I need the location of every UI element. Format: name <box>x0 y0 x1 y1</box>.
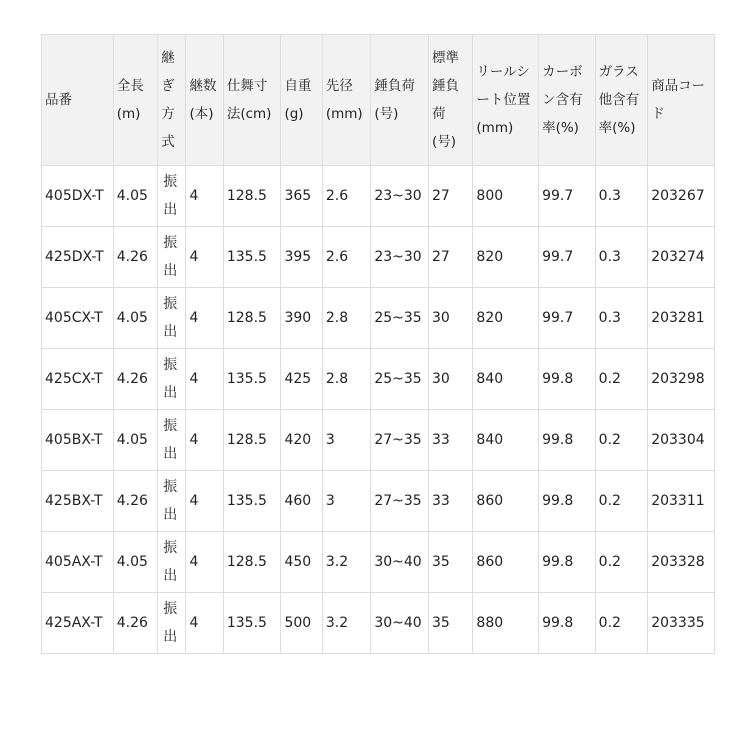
cell-standard-sinker-load: 30 <box>428 288 472 349</box>
cell-total-length: 4.05 <box>113 410 157 471</box>
cell-total-length: 4.05 <box>113 288 157 349</box>
cell-weight: 365 <box>281 166 322 227</box>
header-cell-closed-length: 仕舞寸法(cm) <box>223 35 281 166</box>
cell-closed-length: 128.5 <box>223 288 281 349</box>
cell-sections: 4 <box>186 288 223 349</box>
cell-total-length: 4.26 <box>113 349 157 410</box>
cell-carbon-content: 99.7 <box>539 166 596 227</box>
table-row <box>42 166 715 227</box>
cell-carbon-content: 99.8 <box>539 410 596 471</box>
header-cell-reel-seat-position: リールシート位置(mm) <box>473 35 539 166</box>
cell-total-length: 4.05 <box>113 532 157 593</box>
cell-product-code: 203328 <box>648 532 715 593</box>
cell-sinker-load: 25~35 <box>371 288 429 349</box>
cell-product-code: 203298 <box>648 349 715 410</box>
cell-glass-content: 0.3 <box>595 227 648 288</box>
cell-tip-diameter: 2.8 <box>322 349 371 410</box>
cell-joint-type: 振出 <box>158 471 186 532</box>
cell-product-number: 425DX-T <box>42 227 114 288</box>
cell-weight: 450 <box>281 532 322 593</box>
cell-carbon-content: 99.7 <box>539 227 596 288</box>
header-cell-tip-diameter: 先径(mm) <box>322 35 371 166</box>
header-cell-total-length: 全長(m) <box>113 35 157 166</box>
cell-glass-content: 0.3 <box>595 166 648 227</box>
cell-glass-content: 0.2 <box>595 349 648 410</box>
table-row <box>42 593 715 654</box>
cell-reel-seat-position: 880 <box>473 593 539 654</box>
cell-product-code: 203281 <box>648 288 715 349</box>
cell-closed-length: 128.5 <box>223 410 281 471</box>
cell-product-number: 425CX-T <box>42 349 114 410</box>
cell-product-number: 405DX-T <box>42 166 114 227</box>
cell-standard-sinker-load: 35 <box>428 532 472 593</box>
cell-weight: 390 <box>281 288 322 349</box>
cell-standard-sinker-load: 27 <box>428 227 472 288</box>
cell-product-number: 405AX-T <box>42 532 114 593</box>
cell-standard-sinker-load: 27 <box>428 166 472 227</box>
table-header <box>42 35 715 166</box>
cell-joint-type: 振出 <box>158 349 186 410</box>
cell-reel-seat-position: 800 <box>473 166 539 227</box>
cell-sections: 4 <box>186 227 223 288</box>
cell-closed-length: 135.5 <box>223 349 281 410</box>
table-row <box>42 532 715 593</box>
spec-table <box>41 34 715 654</box>
cell-carbon-content: 99.8 <box>539 349 596 410</box>
cell-sections: 4 <box>186 410 223 471</box>
table-row <box>42 349 715 410</box>
table-row <box>42 227 715 288</box>
cell-tip-diameter: 3.2 <box>322 593 371 654</box>
cell-standard-sinker-load: 33 <box>428 410 472 471</box>
table-row <box>42 288 715 349</box>
cell-tip-diameter: 3.2 <box>322 532 371 593</box>
cell-sinker-load: 27~35 <box>371 410 429 471</box>
cell-tip-diameter: 3 <box>322 410 371 471</box>
cell-standard-sinker-load: 33 <box>428 471 472 532</box>
cell-weight: 460 <box>281 471 322 532</box>
cell-product-number: 405BX-T <box>42 410 114 471</box>
cell-carbon-content: 99.8 <box>539 471 596 532</box>
header-cell-sinker-load: 錘負荷(号) <box>371 35 429 166</box>
header-cell-sections: 継数(本) <box>186 35 223 166</box>
cell-sinker-load: 23~30 <box>371 166 429 227</box>
cell-product-number: 425BX-T <box>42 471 114 532</box>
cell-sections: 4 <box>186 532 223 593</box>
cell-weight: 425 <box>281 349 322 410</box>
cell-reel-seat-position: 840 <box>473 410 539 471</box>
cell-weight: 395 <box>281 227 322 288</box>
cell-glass-content: 0.2 <box>595 471 648 532</box>
cell-closed-length: 128.5 <box>223 166 281 227</box>
cell-product-code: 203274 <box>648 227 715 288</box>
cell-reel-seat-position: 820 <box>473 288 539 349</box>
cell-joint-type: 振出 <box>158 410 186 471</box>
cell-product-code: 203311 <box>648 471 715 532</box>
cell-glass-content: 0.2 <box>595 593 648 654</box>
cell-joint-type: 振出 <box>158 532 186 593</box>
cell-glass-content: 0.2 <box>595 410 648 471</box>
cell-sinker-load: 23~30 <box>371 227 429 288</box>
cell-sections: 4 <box>186 349 223 410</box>
cell-product-number: 425AX-T <box>42 593 114 654</box>
cell-tip-diameter: 2.6 <box>322 166 371 227</box>
cell-reel-seat-position: 860 <box>473 532 539 593</box>
header-cell-product-number: 品番 <box>42 35 114 166</box>
cell-glass-content: 0.2 <box>595 532 648 593</box>
cell-product-code: 203304 <box>648 410 715 471</box>
header-cell-product-code: 商品コード <box>648 35 715 166</box>
cell-glass-content: 0.3 <box>595 288 648 349</box>
table-body <box>42 166 715 654</box>
cell-reel-seat-position: 840 <box>473 349 539 410</box>
header-cell-glass-content: ガラス他含有率(%) <box>595 35 648 166</box>
cell-tip-diameter: 2.8 <box>322 288 371 349</box>
cell-total-length: 4.26 <box>113 593 157 654</box>
cell-tip-diameter: 2.6 <box>322 227 371 288</box>
cell-weight: 420 <box>281 410 322 471</box>
cell-tip-diameter: 3 <box>322 471 371 532</box>
header-cell-weight: 自重(g) <box>281 35 322 166</box>
header-cell-joint-type: 継ぎ方式 <box>158 35 186 166</box>
cell-total-length: 4.05 <box>113 166 157 227</box>
header-cell-carbon-content: カーボン含有率(%) <box>539 35 596 166</box>
table-row <box>42 471 715 532</box>
cell-sinker-load: 25~35 <box>371 349 429 410</box>
cell-product-code: 203267 <box>648 166 715 227</box>
cell-carbon-content: 99.8 <box>539 532 596 593</box>
cell-sections: 4 <box>186 166 223 227</box>
cell-sinker-load: 30~40 <box>371 593 429 654</box>
cell-closed-length: 135.5 <box>223 471 281 532</box>
cell-joint-type: 振出 <box>158 227 186 288</box>
header-row <box>42 35 715 166</box>
cell-product-code: 203335 <box>648 593 715 654</box>
cell-closed-length: 135.5 <box>223 593 281 654</box>
cell-carbon-content: 99.8 <box>539 593 596 654</box>
cell-sinker-load: 27~35 <box>371 471 429 532</box>
cell-closed-length: 128.5 <box>223 532 281 593</box>
cell-reel-seat-position: 860 <box>473 471 539 532</box>
cell-joint-type: 振出 <box>158 166 186 227</box>
header-cell-standard-sinker-load: 標準錘負荷(号) <box>428 35 472 166</box>
cell-total-length: 4.26 <box>113 471 157 532</box>
cell-joint-type: 振出 <box>158 593 186 654</box>
cell-sections: 4 <box>186 593 223 654</box>
cell-standard-sinker-load: 35 <box>428 593 472 654</box>
table-row <box>42 410 715 471</box>
cell-sections: 4 <box>186 471 223 532</box>
cell-sinker-load: 30~40 <box>371 532 429 593</box>
cell-carbon-content: 99.7 <box>539 288 596 349</box>
cell-product-number: 405CX-T <box>42 288 114 349</box>
cell-joint-type: 振出 <box>158 288 186 349</box>
cell-weight: 500 <box>281 593 322 654</box>
cell-total-length: 4.26 <box>113 227 157 288</box>
cell-standard-sinker-load: 30 <box>428 349 472 410</box>
cell-closed-length: 135.5 <box>223 227 281 288</box>
cell-reel-seat-position: 820 <box>473 227 539 288</box>
